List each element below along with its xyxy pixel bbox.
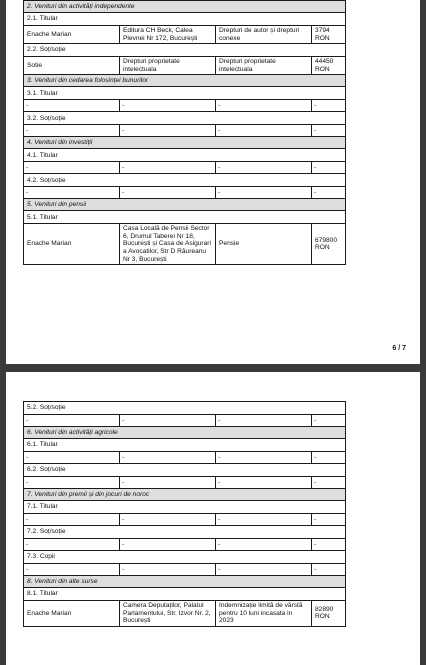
source-cell: - — [120, 415, 216, 427]
page-number: 6 / 7 — [392, 345, 406, 352]
amount-cell: - — [312, 415, 346, 427]
empty-row — [24, 452, 346, 464]
section-header-row — [24, 1, 346, 13]
subsection-row — [24, 402, 346, 415]
source-cell: - — [120, 564, 216, 576]
amount-cell: - — [312, 452, 346, 464]
source-cell: - — [120, 539, 216, 551]
amount-cell: 3794 RON — [312, 26, 346, 44]
subsection-row — [24, 464, 346, 477]
section-title: 4. Venituri din investiții — [24, 137, 346, 149]
subsection-row — [24, 13, 346, 26]
empty-row — [24, 125, 346, 137]
subsection-title: 4.1. Titular — [24, 149, 346, 162]
amount-cell: - — [312, 477, 346, 489]
subsection-title: 7.2. Soț/soție — [24, 526, 346, 539]
subsection-row — [24, 588, 346, 601]
amount-cell: - — [312, 514, 346, 526]
beneficiary-cell: - — [24, 539, 120, 551]
source-cell: Camera Deputaților, Palatul Parlamentului, Str. Izvor Nr. 2, București — [120, 601, 216, 627]
service-cell: Pensie — [216, 224, 312, 265]
subsection-title: 3.1. Titular — [24, 87, 346, 100]
subsection-title: 4.2. Soț/soție — [24, 174, 346, 187]
beneficiary-cell: - — [24, 187, 120, 199]
subsection-title: 6.2. Soț/soție — [24, 464, 346, 477]
amount-cell: - — [312, 564, 346, 576]
amount-cell: - — [312, 100, 346, 112]
source-cell: - — [120, 514, 216, 526]
beneficiary-cell: - — [24, 477, 120, 489]
service-cell: Drepturi de autor și drepturi conexe — [216, 26, 312, 44]
section-header-row — [24, 427, 346, 439]
source-cell: - — [120, 187, 216, 199]
empty-row — [24, 514, 346, 526]
source-cell: - — [120, 100, 216, 112]
empty-row — [24, 415, 346, 427]
service-cell: - — [216, 187, 312, 199]
empty-row — [24, 187, 346, 199]
service-cell: - — [216, 514, 312, 526]
income-table — [23, 0, 346, 265]
section-header-row — [24, 199, 346, 211]
subsection-title: 8.1. Titular — [24, 588, 346, 601]
subsection-title: 7.3. Copii — [24, 551, 346, 564]
beneficiary-cell: - — [24, 162, 120, 174]
section-title: 3. Venituri din cedarea folosinței bunurilor — [24, 75, 346, 87]
subsection-title: 2.2. Soț/soție — [24, 44, 346, 57]
amount-cell: - — [312, 162, 346, 174]
service-cell: - — [216, 162, 312, 174]
subsection-title: 3.2. Soț/soție — [24, 112, 346, 125]
subsection-row — [24, 174, 346, 187]
section-header-row — [24, 489, 346, 501]
section-title: 7. Venituri din premii și din jocuri de noroc — [24, 489, 346, 501]
beneficiary-cell: Enache Marian — [24, 26, 120, 44]
subsection-title: 2.1. Titular — [24, 13, 346, 26]
document-page-6 — [6, 0, 420, 364]
service-cell: - — [216, 125, 312, 137]
beneficiary-cell: - — [24, 514, 120, 526]
subsection-title: 5.1. Titular — [24, 211, 346, 224]
service-cell: - — [216, 452, 312, 464]
service-cell: - — [216, 100, 312, 112]
income-row — [24, 224, 346, 265]
source-cell: - — [120, 125, 216, 137]
service-cell: - — [216, 415, 312, 427]
beneficiary-cell: Sotie — [24, 57, 120, 75]
subsection-row — [24, 501, 346, 514]
section-title: 5. Venituri din pensii — [24, 199, 346, 211]
service-cell: Drepturi proprietate intelectuala — [216, 57, 312, 75]
section-header-row — [24, 75, 346, 87]
subsection-title: 5.2. Soț/soție — [24, 402, 346, 415]
subsection-row — [24, 551, 346, 564]
subsection-row — [24, 526, 346, 539]
income-row — [24, 57, 346, 75]
subsection-row — [24, 439, 346, 452]
source-cell: Casa Locală de Pensii Sector 6, Drumul Taberei Nr 18, București și Casa de Asigurari a Avocatilor, Str D Răureanu Nr 3, București — [120, 224, 216, 265]
subsection-row — [24, 44, 346, 57]
amount-cell: 82890 RON — [312, 601, 346, 627]
income-row — [24, 601, 346, 627]
document-page-7 — [6, 372, 420, 665]
subsection-row — [24, 211, 346, 224]
section-header-row — [24, 137, 346, 149]
source-cell: Drepturi proprietate intelectuala — [120, 57, 216, 75]
beneficiary-cell: - — [24, 125, 120, 137]
income-table — [23, 401, 346, 627]
service-cell: - — [216, 564, 312, 576]
empty-row — [24, 539, 346, 551]
section-header-row — [24, 576, 346, 588]
section-title: 8. Venituri din alte surse — [24, 576, 346, 588]
source-cell: Editura CH Beck, Calea Plevnei Nr 172, București — [120, 26, 216, 44]
amount-cell: - — [312, 539, 346, 551]
income-row — [24, 26, 346, 44]
service-cell: - — [216, 477, 312, 489]
subsection-title: 7.1. Titular — [24, 501, 346, 514]
beneficiary-cell: Enache Marian — [24, 224, 120, 265]
empty-row — [24, 162, 346, 174]
service-cell: Indemnizație limită de vârstă pentru 10 luni incasata in 2023 — [216, 601, 312, 627]
amount-cell: 679800 RON — [312, 224, 346, 265]
beneficiary-cell: - — [24, 415, 120, 427]
beneficiary-cell: - — [24, 100, 120, 112]
source-cell: - — [120, 452, 216, 464]
subsection-row — [24, 112, 346, 125]
beneficiary-cell: - — [24, 564, 120, 576]
amount-cell: - — [312, 187, 346, 199]
amount-cell: - — [312, 125, 346, 137]
empty-row — [24, 477, 346, 489]
beneficiary-cell: Enache Marian — [24, 601, 120, 627]
empty-row — [24, 100, 346, 112]
source-cell: - — [120, 477, 216, 489]
amount-cell: 44450 RON — [312, 57, 346, 75]
section-title: 6. Venituri din activități agricole — [24, 427, 346, 439]
section-title: 2. Venituri din activități independente — [24, 1, 346, 13]
source-cell: - — [120, 162, 216, 174]
subsection-row — [24, 87, 346, 100]
empty-row — [24, 564, 346, 576]
subsection-title: 6.1. Titular — [24, 439, 346, 452]
service-cell: - — [216, 539, 312, 551]
subsection-row — [24, 149, 346, 162]
beneficiary-cell: - — [24, 452, 120, 464]
